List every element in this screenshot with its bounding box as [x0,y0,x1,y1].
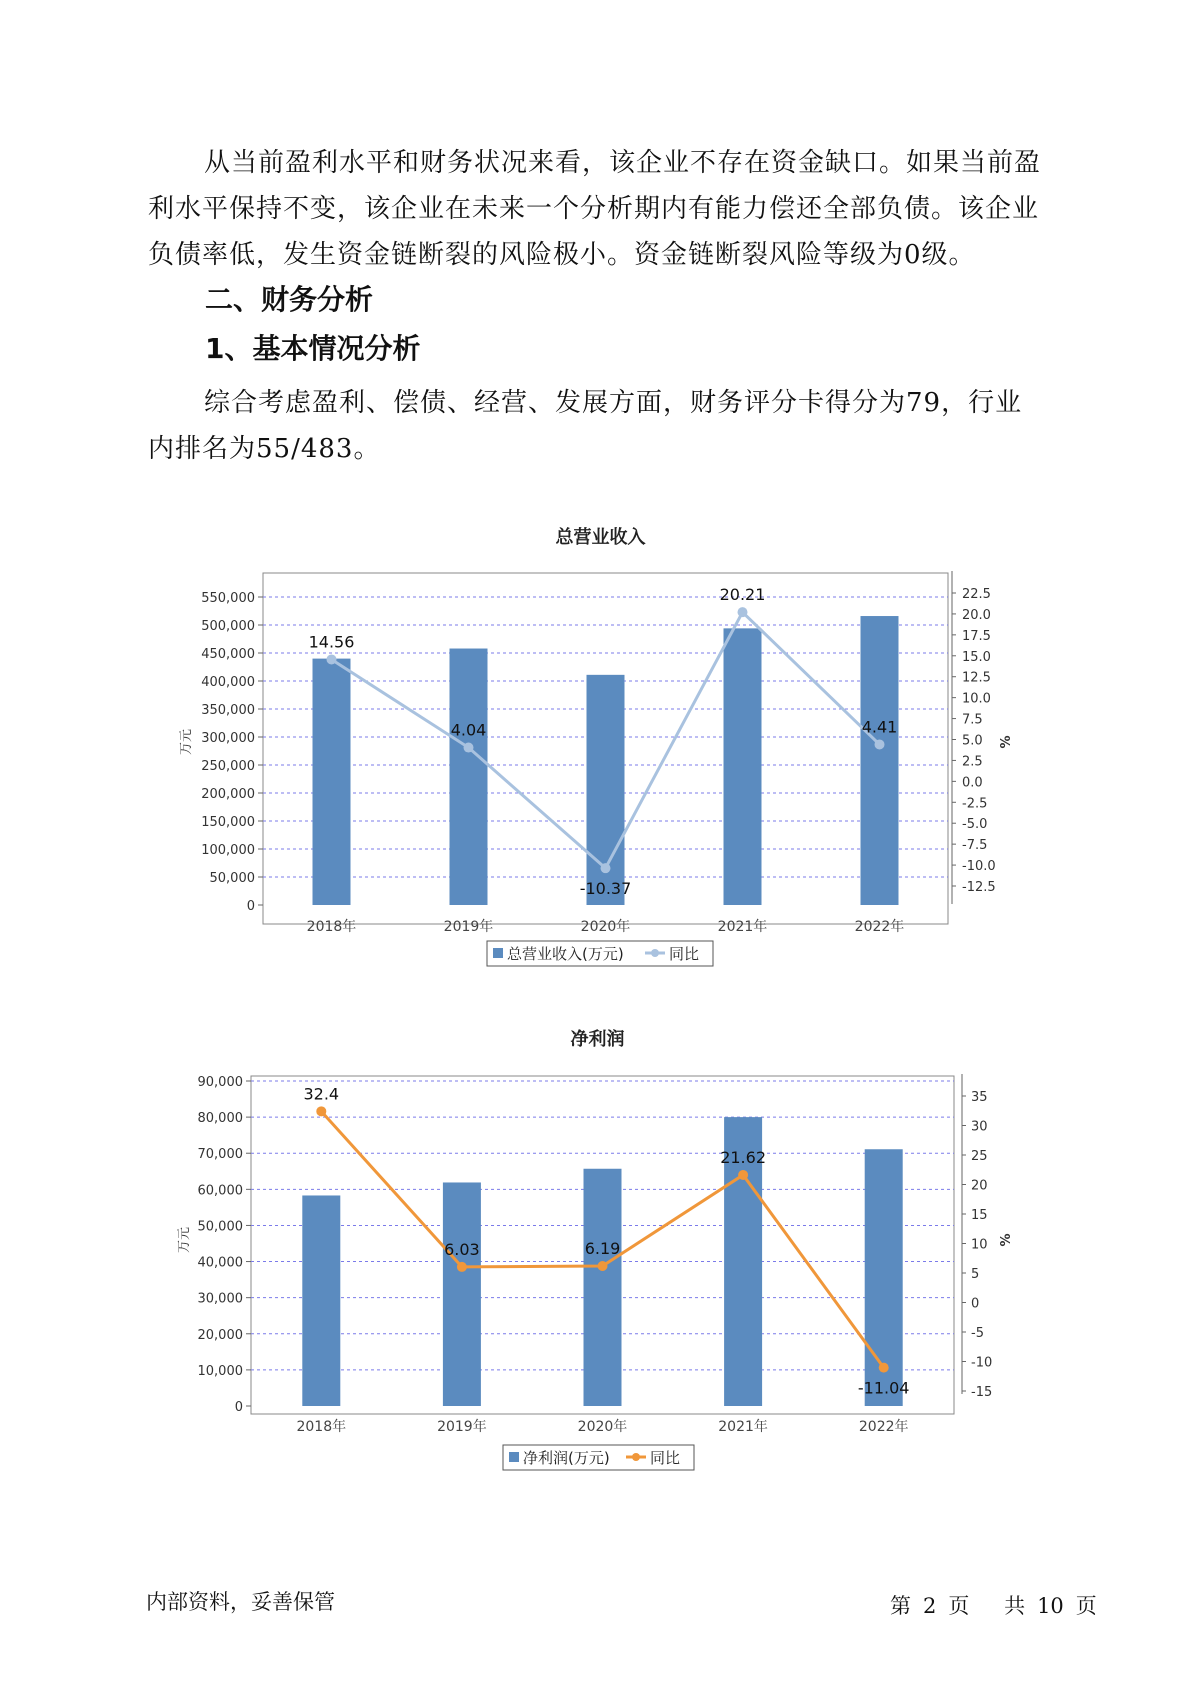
yoy-data-label: 4.04 [450,720,487,740]
y2-tick-label: -5.0 [962,817,988,833]
x-tick-label: 2019年 [437,1419,487,1435]
yoy-data-label: 6.03 [444,1239,480,1259]
x-tick-label: 2021年 [718,1419,768,1435]
page-number: 2 [923,1594,937,1618]
y-tick-label: 10,000 [197,1363,243,1379]
y-tick-label: 50,000 [209,871,255,886]
yoy-data-label: 21.62 [720,1147,767,1167]
y-tick-label: 200,000 [201,787,255,802]
x-tick-label: 2020年 [580,919,631,935]
y-tick-label: 350,000 [201,703,255,718]
x-tick-label: 2021年 [717,919,768,935]
y2-tick-label: 2.5 [962,754,983,770]
y-tick-label: 150,000 [201,815,255,830]
yoy-data-label: 20.21 [719,585,766,605]
y-tick-label: 70,000 [197,1147,243,1163]
total-unit: 页 [1075,1594,1097,1618]
total-pages: 10 [1037,1594,1064,1618]
section-heading: 二、财务分析 [205,283,374,316]
y2-tick-label: 10.0 [962,691,991,707]
y2-tick-label: 5 [971,1267,980,1282]
chart-title: 净利润 [570,1029,625,1050]
y2-tick-label: 20 [971,1178,988,1194]
y2-axis-label: % [999,735,1014,749]
y2-tick-label: -12.5 [962,880,996,895]
y-tick-label: 30,000 [197,1291,243,1307]
y2-tick-label: -7.5 [962,838,988,854]
legend-bar-label: 总营业收入(万元) [507,945,624,963]
y2-tick-label: 15.0 [962,649,991,665]
y-axis-label: 万元 [177,1226,192,1254]
y-axis-label: 万元 [179,728,194,756]
x-tick-label: 2022年 [854,919,905,935]
total-prefix: 共 [1004,1594,1026,1618]
confidential-note: 内部资料，妥善保管 [146,1590,335,1614]
page-unit: 页 [948,1594,970,1618]
y-tick-label: 80,000 [197,1111,243,1127]
score-text: 综合考虑盈利、偿债、经营、发展方面，财务评分卡得分为79，行业内排名为55/483。 [148,388,1023,464]
y2-tick-label: 15 [971,1208,988,1223]
yoy-point [598,1261,608,1271]
y-tick-label: 400,000 [201,675,255,690]
y2-tick-label: 20.0 [962,607,991,623]
y2-tick-label: -10 [971,1355,993,1371]
legend-bar-swatch [509,1452,519,1462]
legend-line-label: 同比 [650,1449,681,1467]
revenue-bar [584,1169,622,1406]
yoy-data-label: 4.41 [861,717,898,737]
y2-tick-label: -15 [971,1385,993,1400]
revenue-bar [443,1182,481,1406]
yoy-data-label: 6.19 [584,1238,621,1258]
yoy-point [879,1363,889,1373]
y2-tick-label: 7.5 [962,712,983,728]
y2-tick-label: 25 [971,1149,988,1164]
y-tick-label: 50,000 [197,1219,243,1235]
chart-title: 总营业收入 [555,527,646,548]
yoy-point [316,1106,326,1116]
y2-tick-label: -2.5 [962,796,988,812]
legend-line-marker [632,1453,640,1461]
page-prefix: 第 [890,1594,911,1618]
revenue-bar [302,1195,340,1406]
y-tick-label: 40,000 [197,1255,243,1271]
y2-tick-label: 35 [971,1090,988,1105]
yoy-data-label: 32.4 [303,1084,340,1104]
y2-tick-label: 0 [971,1296,980,1312]
x-tick-label: 2018年 [306,919,357,935]
y-tick-label: 300,000 [201,731,255,746]
summary-text: 从当前盈利水平和财务状况来看，该企业不存在资金缺口。如果当前盈利水平保持不变，该企业在未来一个分析期内有能力偿还全部负债。该企业负债率低，发生资金链断裂的风险极小。资金链断裂风险等级为0级。 [148,148,1042,270]
y-tick-label: 20,000 [197,1327,243,1343]
y-tick-label: 0 [246,899,255,914]
x-tick-label: 2019年 [443,919,494,935]
y-tick-label: 60,000 [197,1183,243,1199]
x-tick-label: 2018年 [296,1419,347,1435]
y2-tick-label: 30 [971,1119,988,1135]
y-tick-label: 0 [234,1400,243,1415]
x-tick-label: 2020年 [577,1419,628,1435]
subsection-heading: 1、基本情况分析 [205,332,421,365]
y2-tick-label: 17.5 [962,628,991,644]
legend-bar-label: 净利润(万元) [523,1449,610,1467]
y-tick-label: 100,000 [201,843,255,858]
y-tick-label: 90,000 [197,1075,243,1090]
y2-tick-label: -10.0 [962,859,996,875]
legend-line-label: 同比 [669,945,700,963]
yoy-data-label: 14.56 [308,632,355,652]
y2-tick-label: 0.0 [962,775,983,791]
y-tick-label: 500,000 [201,619,255,634]
yoy-point [738,1170,748,1180]
yoy-point [457,1262,467,1272]
y-tick-label: 550,000 [201,591,255,606]
yoy-data-label: -11.04 [857,1378,910,1398]
page-indicator [884,1590,1103,1620]
y-tick-label: 250,000 [201,759,255,774]
y2-tick-label: -5 [971,1326,984,1341]
y2-tick-label: 12.5 [962,670,991,686]
y2-tick-label: 5.0 [962,733,983,749]
x-tick-label: 2022年 [858,1419,909,1435]
y2-axis-label: % [999,1233,1014,1247]
y2-tick-label: 10 [971,1237,988,1253]
yoy-data-label: -10.37 [579,879,632,899]
y2-tick-label: 22.5 [962,587,991,602]
y-tick-label: 450,000 [201,647,255,662]
